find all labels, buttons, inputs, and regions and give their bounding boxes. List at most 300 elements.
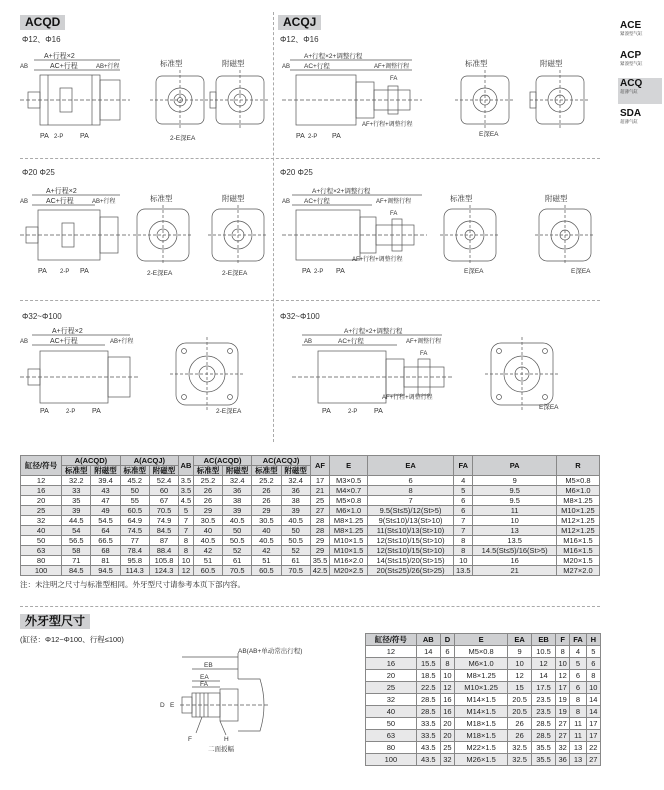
thread-table-header: D [440,634,454,646]
thread-table-row [366,658,601,670]
table-cell: 7 [179,516,194,526]
thread-table-cell: 15 [508,682,532,694]
dim-pa: PA [40,133,49,140]
thread-table-cell: 8 [570,706,586,718]
table-cell: 35.5 [310,556,329,566]
table-cell: 9.5(St≤5)/12(St>5) [368,506,454,516]
dim-ab: AB [20,64,29,70]
magnetic-label-acqd-2: 附磁型 [222,194,245,203]
table-cell: 52.4 [149,476,178,486]
sidebar-item-ace[interactable]: ACE 紧凑型气缸 [620,20,643,36]
dim-ab-j20: AB [282,199,291,205]
table-cell: 40 [252,526,281,536]
table-cell: M16×2.0 [330,556,368,566]
table-cell: 13 [473,526,556,536]
table-cell: 67 [149,496,178,506]
table-cell: 12(St≤10)/15(St>10) [368,546,454,556]
dim-af-adj-32: AF+调整行程 [406,339,442,345]
thread-table-cell: 25 [366,682,417,694]
thread-table-cell: 8 [570,694,586,706]
dim-pa-j32: PA [322,408,331,415]
column-divider [273,12,274,442]
thread-table-cell: 6 [440,646,454,658]
table-cell: 6 [454,506,473,516]
thread-table-cell: 27 [586,754,600,766]
table-cell: 38 [223,496,252,506]
th-ea: EA [368,456,454,476]
table-cell: 63 [21,546,62,556]
th-pa: PA [473,456,556,476]
table-cell: 100 [21,566,62,576]
thread-table-cell: 43.5 [416,754,440,766]
dim-2p-j20: 2-P [314,269,324,275]
table-row [21,506,600,516]
table-cell: 6 [454,496,473,506]
dim-ac-stroke-j20: AC+行程 [304,198,330,205]
table-cell: 26 [193,496,222,506]
table-cell: 42 [252,546,281,556]
table-cell: 39 [281,506,310,516]
table-cell: 10 [179,556,194,566]
dim-ab-32: AB [20,339,29,345]
dim-af-adj-20: AF+调整行程 [376,199,412,205]
dim-e-depth-ea-j32: E深EA [539,404,559,411]
thread-table-cell: 32 [440,754,454,766]
th-mag-1: 附磁型 [91,466,120,476]
table-cell: 66.5 [91,536,120,546]
thread-table-cell: M18×1.5 [455,718,508,730]
thread-table-cell: 20 [366,670,417,682]
th-ac-acqj: AC(ACQJ) [252,456,310,466]
dim-pa-32: PA [40,408,49,415]
dim-pa-20: PA [38,268,47,275]
th-e: E [330,456,368,476]
table-cell: M10×1.5 [330,536,368,546]
thread-table-cell: 10 [586,682,600,694]
th-a-acqd: A(ACQD) [62,456,120,466]
table-cell: 30.5 [252,516,281,526]
table-row [21,536,600,546]
table-cell: 8 [368,486,454,496]
thread-table-cell: 16 [440,706,454,718]
table-cell: 60.5 [193,566,222,576]
dim-fa-thread: FA [200,681,208,688]
size-label-acqj-12-16: Φ12、Φ16 [280,35,319,44]
thread-table-cell: 8 [586,670,600,682]
table-cell: 14(St≤15)/20(St>15) [368,556,454,566]
th-mag-2: 附磁型 [149,466,178,476]
dim-af-stroke-adj: AF+行程+调整行程 [362,122,413,128]
dim-ac-stroke-j32: AC+行程 [338,338,364,345]
dim-pa-20-2: PA [80,268,89,275]
drawing-acqj-20-25-front-std [440,205,500,275]
table-cell: 9.5 [473,496,556,506]
dim-f: F [188,736,192,743]
dim-a-stroke2: A+行程×2 [44,53,75,60]
table-cell: M10×1.5 [330,546,368,556]
table-cell: 32.2 [62,476,91,486]
dim-ac-stroke: AC+行程 [50,63,78,70]
table-cell: 12(St≤10)/15(St>10) [368,536,454,546]
thread-table-cell: 25 [440,742,454,754]
th-bore: 缸径/符号 [21,456,62,476]
dim-e-depth-ea-j20m: E深EA [571,268,591,275]
table-row [21,546,600,556]
table-cell: 50.5 [223,536,252,546]
dim-2p-20: 2-P [60,269,70,275]
dim-a-stroke2-20: A+行程×2 [46,188,77,195]
dim-2p-j: 2-P [308,134,318,140]
thread-table-cell: 12 [366,646,417,658]
th-a-acqj: A(ACQJ) [120,456,178,466]
table-cell: M4×0.7 [330,486,368,496]
table-cell: 78.4 [120,546,149,556]
thread-table-cell: M5×0.8 [455,646,508,658]
table-cell: 40 [193,526,222,536]
table-cell: M8×1.25 [330,526,368,536]
dim-pa-j32-2: PA [374,408,383,415]
drawing-acqd-12-16-side [20,50,160,150]
section-title-acqd: ACQD [20,15,65,30]
th-mag-3: 附磁型 [223,466,252,476]
table-cell: 52 [281,546,310,556]
table-cell: 88.4 [149,546,178,556]
thread-table-cell: 23.5 [532,706,556,718]
dimension-table [20,455,600,576]
thread-table-cell: 6 [570,670,586,682]
drawing-acqj-32-100-front [485,337,565,417]
table-cell: M20×1.5 [556,556,599,566]
dim-e-thread: E [170,702,175,709]
th-std-3: 标准型 [193,466,222,476]
table-cell: 74.5 [120,526,149,536]
dim-pa-2: PA [80,133,89,140]
thread-table-cell: 20 [440,718,454,730]
dim-pa-j20-2: PA [336,268,345,275]
table-cell: M27×2.0 [556,566,599,576]
standard-label-acqd-1: 标准型 [160,59,183,68]
thread-table-header: E [455,634,508,646]
table-cell: 36 [223,486,252,496]
table-cell: M6×1.0 [330,506,368,516]
thread-table-cell: 17 [586,730,600,742]
size-label-acqd-20-25: Φ20 Φ25 [22,168,55,177]
table-cell: 70.5 [223,566,252,576]
thread-table-cell: 4 [570,646,586,658]
thread-table-cell: 9 [508,646,532,658]
standard-label-acqj-1: 标准型 [465,59,488,68]
table-cell: 32 [21,516,62,526]
table-cell: 13.5 [473,536,556,546]
th-ac-acqd: AC(ACQD) [193,456,251,466]
th-mag-4: 附磁型 [281,466,310,476]
drawing-acqd-32-100-side [20,325,160,425]
dim-d: D [160,702,165,709]
magnetic-label-acqj-1: 附磁型 [540,59,563,68]
thread-table-cell: 26 [508,730,532,742]
table-cell: 114.3 [120,566,149,576]
table-cell: 7 [454,516,473,526]
drawing-acqd-32-100-front [170,337,250,417]
size-label-acqj-20-25: Φ20 Φ25 [280,168,313,177]
thread-table-cell: M26×1.5 [455,754,508,766]
table-cell: 47 [91,496,120,506]
thread-table-header: EB [532,634,556,646]
table-cell: M12×1.25 [556,516,599,526]
drawing-external-thread [160,645,360,765]
table-cell: 13.5 [454,566,473,576]
table-cell: 11(St≤10)/13(St>10) [368,526,454,536]
table-cell: 6 [368,476,454,486]
thread-table-cell: 13 [570,754,586,766]
table-cell: 61 [223,556,252,566]
table-cell: 29 [310,536,329,546]
table-cell: 29 [193,506,222,516]
table-cell: 45.2 [120,476,149,486]
row-divider-2 [20,300,600,301]
table-cell: M8×1.25 [556,496,599,506]
standard-label-acqd-2: 标准型 [150,194,173,203]
thread-table-row [366,646,601,658]
thread-table-cell: 12 [532,658,556,670]
table-cell: 49 [91,506,120,516]
drawing-acqj-12-16-front-mag [530,70,590,140]
dim-2p-32: 2-P [66,409,76,415]
thread-table-cell: 10 [508,658,532,670]
sidebar-item-acp[interactable]: ACP 紧凑型气缸 [620,50,643,66]
table-row [21,566,600,576]
dim-af-stroke-adj-20: AF+行程+调整行程 [352,257,403,263]
table-cell: 81 [91,556,120,566]
table-cell: 84.5 [149,526,178,536]
dim-fa-j20: FA [390,211,398,217]
thread-table-cell: 14 [416,646,440,658]
sidebar-item-acq[interactable]: ACQ 超薄气缸 [618,78,662,104]
thread-table-cell: 50 [366,718,417,730]
table-cell: 64.9 [120,516,149,526]
thread-table-cell: 20.5 [508,706,532,718]
table-cell: 33 [62,486,91,496]
table-cell: 14.5(St≤5)/16(St>5) [473,546,556,556]
table-cell: M6×1.0 [556,486,599,496]
thread-table-cell: 14 [532,670,556,682]
table-cell: 32.4 [281,476,310,486]
thread-table-header: EA [508,634,532,646]
drawing-acqj-12-16-front-std [455,70,515,140]
table-cell: 30.5 [193,516,222,526]
dim-ac-stroke-j: AC+行程 [304,63,330,70]
thread-table-cell: 14 [586,694,600,706]
th-std-4: 标准型 [252,466,281,476]
table-cell: 21 [310,486,329,496]
table-cell: 42 [193,546,222,556]
dim-2p-j32: 2-P [348,409,358,415]
table-cell: 29 [310,546,329,556]
sidebar-item-sda[interactable]: SDA 超薄气缸 [620,108,642,124]
table-cell: 10 [473,516,556,526]
table-cell: M10×1.25 [556,506,599,516]
table-cell: 50.5 [281,536,310,546]
table-cell: 25 [310,496,329,506]
table-cell: 17 [310,476,329,486]
dim-ab-j: AB [282,64,291,70]
drawing-acqd-12-16-front-mag [210,70,270,140]
table-cell: 36 [281,486,310,496]
dim-fa-j32: FA [420,351,428,357]
dim-fa-j: FA [390,76,398,82]
thread-table-cell: 13 [570,742,586,754]
table-cell: 71 [62,556,91,566]
thread-table-cell: 33.5 [416,718,440,730]
dim-pa-j-2: PA [332,133,341,140]
thread-table-cell: 16 [366,658,417,670]
thread-table-cell: 22 [586,742,600,754]
table-cell: 54 [62,526,91,536]
thread-table-cell: M8×1.25 [455,670,508,682]
thread-table-cell: 17.5 [532,682,556,694]
table-row [21,486,600,496]
dim-af-adj: AF+调整行程 [374,64,410,70]
thread-table-cell: 12 [440,682,454,694]
row-divider-3 [20,606,600,607]
th-r: R [556,456,599,476]
table-cell: 58 [62,546,91,556]
table-cell: 39 [223,506,252,516]
thread-table-cell: 10 [440,670,454,682]
dim-ab-j32: AB [304,339,313,345]
thread-table-cell: M18×1.5 [455,730,508,742]
dim-ab-stroke: AB+行程 [96,64,120,70]
table-cell: M5×0.8 [330,496,368,506]
thread-table-cell: 63 [366,730,417,742]
table-cell: 5 [454,486,473,496]
table-cell: M12×1.25 [556,526,599,536]
dim-ab-note: AB(AB+单动常出行程) [238,648,303,655]
table-cell: 27 [310,506,329,516]
dim-ab-stroke-20: AB+行程 [92,199,116,205]
table-cell: 5 [179,506,194,516]
thread-table-cell: 11 [570,718,586,730]
table-cell: 7 [454,526,473,536]
drawing-acqd-12-16-front-std [150,70,210,140]
thread-table-cell: 35.5 [532,742,556,754]
table-row [21,556,600,566]
thread-table-cell: M22×1.5 [455,742,508,754]
th-ab: AB [179,456,194,476]
table-cell: 84.5 [62,566,91,576]
thread-table-cell: 5 [570,658,586,670]
thread-table-cell: 16 [440,694,454,706]
thread-table-cell: 19 [556,694,570,706]
thread-table-cell: 19 [556,706,570,718]
thread-table-cell: 23.5 [532,694,556,706]
table-cell: 80 [21,556,62,566]
table-cell: 124.3 [149,566,178,576]
dim-2e-depth-ea-20: 2-E深EA [147,270,173,277]
dim-pa-j: PA [296,133,305,140]
table-cell: 10 [454,556,473,566]
table-cell: 87 [149,536,178,546]
dim-a-stroke2-adj-20: A+行程×2+调整行程 [312,188,371,195]
dim-2p: 2-P [54,134,64,140]
magnetic-label-acqj-2: 附磁型 [545,194,568,203]
thread-table-cell: 80 [366,742,417,754]
table-row [21,526,600,536]
dim-pa-32-2: PA [92,408,101,415]
table-cell: 94.5 [91,566,120,576]
table-cell: 7 [179,526,194,536]
standard-label-acqj-2: 标准型 [450,194,473,203]
table-cell: 64 [91,526,120,536]
thread-table-cell: M6×1.0 [455,658,508,670]
thread-table-cell: 6 [586,658,600,670]
thread-table-cell: 28.5 [532,730,556,742]
th-std-2: 标准型 [120,466,149,476]
table-cell: 68 [91,546,120,556]
table-cell: 28 [310,516,329,526]
thread-table-cell: 26 [508,718,532,730]
table-cell: 60 [149,486,178,496]
table-cell: 105.8 [149,556,178,566]
size-label-acqj-32-100: Φ32~Φ100 [280,312,320,321]
table-cell: 35 [62,496,91,506]
thread-table-row [366,670,601,682]
table-cell: 8 [454,536,473,546]
table-cell: 25.2 [193,476,222,486]
thread-table-cell: 15.5 [416,658,440,670]
table-cell: 8 [454,546,473,556]
table-cell: 95.8 [120,556,149,566]
table-cell: 77 [120,536,149,546]
section-title-acqj: ACQJ [278,15,321,30]
table-cell: 3.5 [179,476,194,486]
table-cell: 40 [21,526,62,536]
table-cell: 16 [473,556,556,566]
thread-table-header: FA [570,634,586,646]
table-cell: 43 [91,486,120,496]
table-cell: 40.5 [281,516,310,526]
dim-e-depth-ea-j20: E深EA [464,268,484,275]
table-cell: 9(St≤10)/13(St>10) [368,516,454,526]
th-af: AF [310,456,329,476]
dim-a-stroke2-adj: A+行程×2+调整行程 [304,53,363,60]
size-label-acqd-12-16: Φ12、Φ16 [22,35,61,44]
table-cell: M3×0.5 [330,476,368,486]
thread-table-cell: 32.5 [508,742,532,754]
drawing-acqj-20-25-side [282,185,432,285]
thread-table-cell: M14×1.5 [455,694,508,706]
table-cell: 51 [252,556,281,566]
thread-table-cell: 20.5 [508,694,532,706]
thread-table-cell: 12 [508,670,532,682]
table-cell: M16×1.5 [556,546,599,556]
thread-table-row [366,718,601,730]
table-cell: 12 [21,476,62,486]
thread-table-cell: 14 [586,706,600,718]
thread-table-row [366,706,601,718]
thread-table-row [366,682,601,694]
thread-table-cell: M10×1.25 [455,682,508,694]
table-cell: 60.5 [252,566,281,576]
size-label-acqd-32-100: Φ32~Φ100 [22,312,62,321]
thread-table-cell: 8 [556,646,570,658]
thread-table-header: H [586,634,600,646]
table-cell: 56.5 [62,536,91,546]
dim-wrench: 二面扳幅 [208,746,234,753]
thread-table-cell: 33.5 [416,730,440,742]
table-cell: 61 [281,556,310,566]
table-cell: 42.5 [310,566,329,576]
